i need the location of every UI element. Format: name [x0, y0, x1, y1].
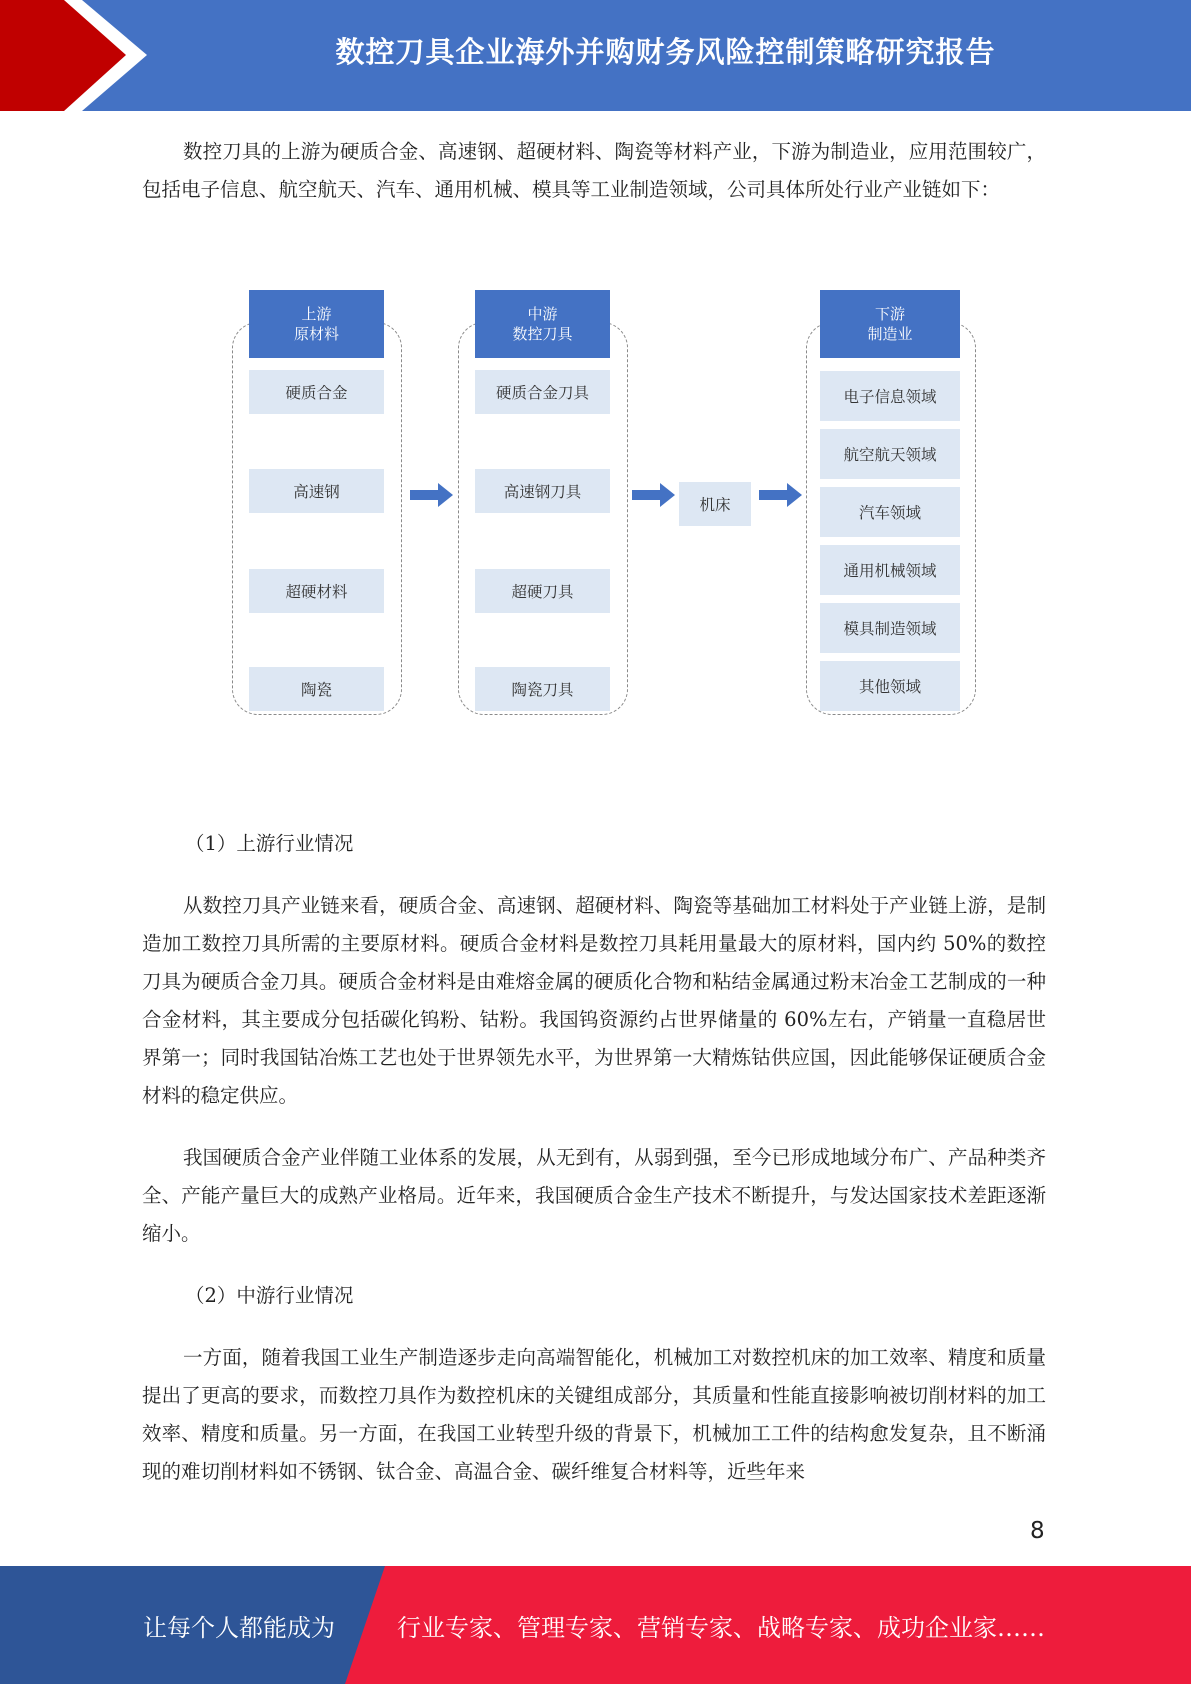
downstream-node: 航空航天领域	[820, 429, 960, 479]
downstream-header	[820, 290, 960, 358]
footer-slogan-left: 让每个人都能成为	[143, 1613, 335, 1642]
footer-slogan-right: 行业专家、管理专家、营销专家、战略专家、成功企业家……	[397, 1613, 1045, 1642]
midstream-node: 超硬刀具	[475, 569, 610, 613]
downstream-node: 汽车领域	[820, 487, 960, 537]
midstream-node: 陶瓷刀具	[475, 667, 610, 711]
page-header	[0, 0, 1191, 111]
midstream-header-line2: 数控刀具	[512, 325, 573, 343]
upstream-node: 超硬材料	[249, 569, 384, 613]
downstream-node: 模具制造领域	[820, 603, 960, 653]
industry-chain-diagram	[230, 285, 975, 725]
midstream-header-line1: 中游	[527, 305, 558, 323]
upstream-section-heading: （1）上游行业情况	[185, 832, 354, 855]
upstream-node: 高速钢	[249, 469, 384, 513]
arrow-right-icon	[632, 483, 676, 507]
downstream-node: 其他领域	[820, 661, 960, 711]
upstream-paragraph-2: 我国硬质合金产业伴随工业体系的发展，从无到有，从弱到强，至今已形成地域分布广、产品种类齐全、产能产量巨大的成熟产业格局。近年来，我国硬质合金生产技术不断提升，与发达国家技术差距逐渐缩小。	[142, 1146, 1046, 1245]
intro-paragraph: 数控刀具的上游为硬质合金、高速钢、超硬材料、陶瓷等材料产业，下游为制造业，应用范围较广，包括电子信息、航空航天、汽车、通用机械、模具等工业制造领域，公司具体所处行业产业链如下：	[142, 140, 1046, 201]
midstream-node: 高速钢刀具	[475, 469, 610, 513]
upstream-node: 硬质合金	[249, 370, 384, 414]
upstream-paragraph-1: 从数控刀具产业链来看，硬质合金、高速钢、超硬材料、陶瓷等基础加工材料处于产业链上游，是制造加工数控刀具所需的主要原材料。硬质合金材料是数控刀具耗用量最大的原材料，国内约 50%的数控刀具为硬质合金刀具。硬质合金材料是由难熔金属的硬质化合物和粘结金属通过粉末冶金工艺制成的一种合金材料，其主要成分包括碳化钨粉、钴粉。我国钨资源约占世界储量的 60%左右，产销量一直稳居世界第一；同时我国钴冶炼工艺也处于世界领先水平，为世界第一大精炼钴供应国，因此能够保证硬质合金材料的稳定供应。	[142, 894, 1046, 1107]
downstream-node: 电子信息领域	[820, 371, 960, 421]
downstream-node: 通用机械领域	[820, 545, 960, 595]
report-title: 数控刀具企业海外并购财务风险控制策略研究报告	[335, 35, 996, 69]
page-footer	[0, 1566, 1191, 1684]
arrow-right-icon	[410, 483, 454, 507]
downstream-header-line1: 下游	[874, 305, 905, 323]
midstream-section-heading: （2）中游行业情况	[185, 1284, 354, 1307]
downstream-header-line2: 制造业	[867, 325, 913, 343]
arrow-right-icon	[759, 483, 803, 507]
machine-tool-node: 机床	[679, 482, 751, 526]
midstream-paragraph-1: 一方面，随着我国工业生产制造逐步走向高端智能化，机械加工对数控机床的加工效率、精度和质量提出了更高的要求，而数控刀具作为数控机床的关键组成部分，其质量和性能直接影响被切削材料的加工效率、精度和质量。另一方面，在我国工业转型升级的背景下，机械加工工件的结构愈发复杂，且不断涌现的难切削材料如不锈钢、钛合金、高温合金、碳纤维复合材料等，近些年来	[142, 1346, 1046, 1483]
upstream-header-line2: 原材料	[293, 325, 339, 343]
page-number: 8	[1030, 1518, 1045, 1544]
midstream-node: 硬质合金刀具	[475, 370, 610, 414]
upstream-header	[249, 290, 384, 358]
midstream-header	[475, 290, 610, 358]
upstream-node: 陶瓷	[249, 667, 384, 711]
upstream-header-line1: 上游	[301, 305, 332, 323]
